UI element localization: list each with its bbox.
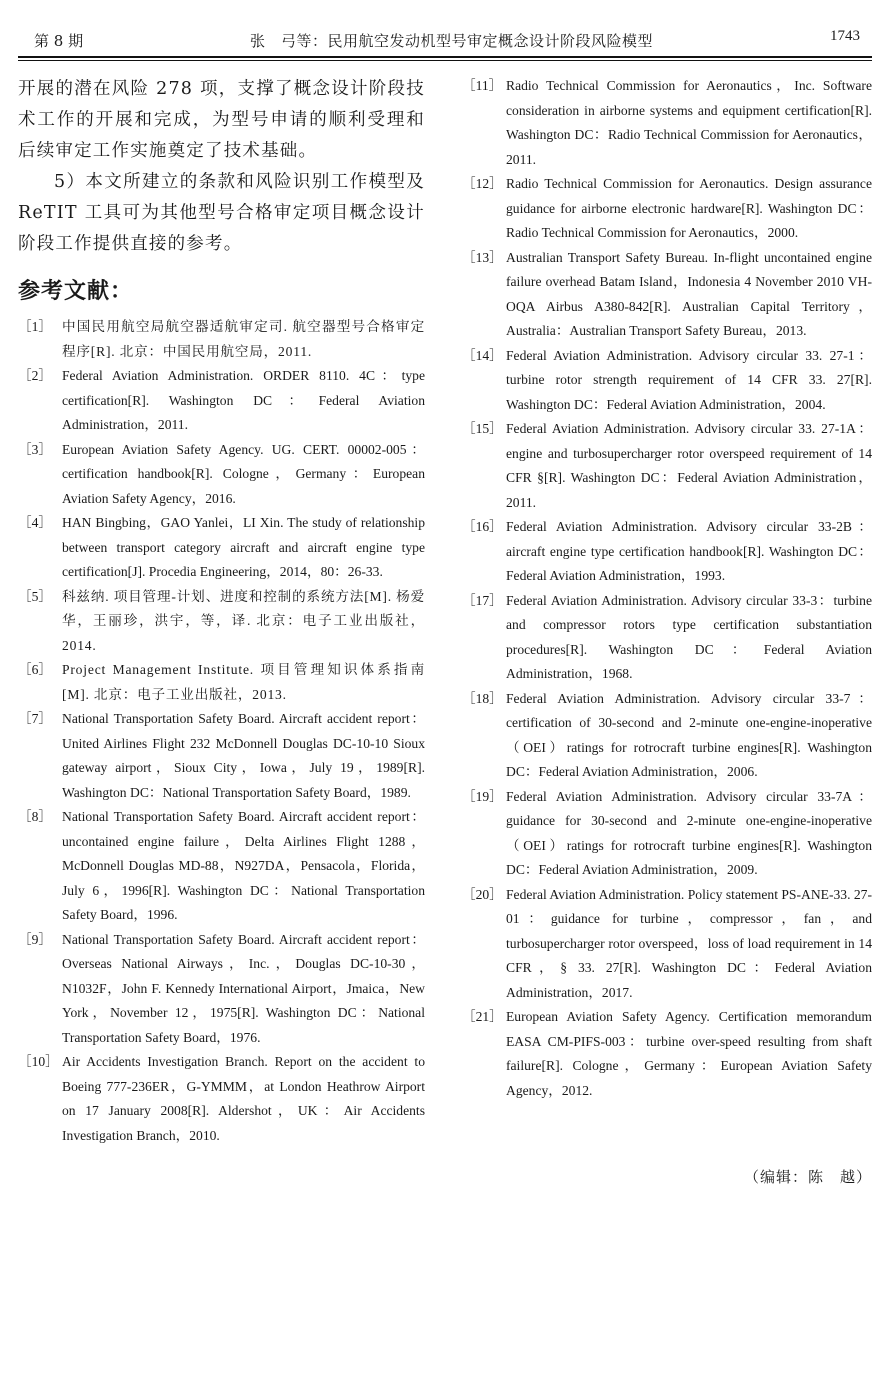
reference-text: Federal Aviation Administration. Advisory circular 33. 27-1：turbine rotor strength requirement of 14 CFR 33. 27[R]. Washington DC：Federal Aviation Administration，2004. bbox=[506, 347, 872, 412]
reference-text: Federal Aviation Administration. ORDER 8110. 4C：type certification[R]. Washington DC：Federal Aviation Administration，2011. bbox=[62, 368, 425, 432]
reference-number: ［4］ bbox=[18, 515, 52, 530]
reference-number: ［6］ bbox=[18, 662, 52, 677]
reference-item bbox=[18, 364, 425, 438]
reference-number: ［15］ bbox=[462, 421, 503, 436]
reference-text: Project Management Institute. 项目管理知识体系指南[M]. 北京：电子工业出版社，2013. bbox=[62, 662, 425, 702]
reference-list bbox=[18, 315, 425, 1148]
reference-text: Federal Aviation Administration. Advisory circular 33-2B：aircraft engine type certification handbook[R]. Washington DC：Federal Aviation Administration，1993. bbox=[506, 519, 872, 583]
reference-number: ［16］ bbox=[462, 519, 503, 534]
reference-list bbox=[462, 74, 872, 1103]
reference-item bbox=[18, 585, 425, 659]
reference-text: Federal Aviation Administration. Advisory circular 33-3：turbine and compressor rotors type certification substantiation procedures[R]. Washington DC：Federal Aviation Administration，1968. bbox=[506, 592, 872, 681]
right-column bbox=[462, 74, 872, 1103]
reference-item bbox=[462, 687, 872, 785]
reference-text: Australian Transport Safety Bureau. In-flight uncontained engine failure overhead Batam Island，Indonesia 4 November 2010 VH-OQA Airbus A380-842[R]. Australian Capital Territory，Australia：Australian Transport Safety Bureau，2013. bbox=[506, 249, 872, 338]
reference-item bbox=[18, 438, 425, 512]
header-rule-thin bbox=[18, 60, 872, 61]
reference-number: ［17］ bbox=[462, 592, 503, 608]
reference-number: ［18］ bbox=[462, 690, 503, 706]
reference-number: ［12］ bbox=[462, 176, 503, 191]
reference-number: ［19］ bbox=[462, 788, 503, 804]
issue-number: 第 8 期 bbox=[34, 32, 84, 50]
reference-item bbox=[462, 785, 872, 883]
reference-item bbox=[18, 315, 425, 364]
editor-note: （编辑：陈 越） bbox=[743, 1168, 872, 1186]
reference-number: ［13］ bbox=[462, 249, 503, 265]
reference-number: ［1］ bbox=[18, 319, 52, 334]
reference-text: 中国民用航空局航空器适航审定司. 航空器型号合格审定程序[R]. 北京：中国民用航空局，2011. bbox=[62, 319, 425, 359]
reference-item bbox=[18, 658, 425, 707]
reference-number: ［3］ bbox=[18, 441, 52, 457]
reference-number: ［21］ bbox=[462, 1009, 503, 1024]
reference-item bbox=[18, 805, 425, 928]
reference-number: ［5］ bbox=[18, 588, 52, 604]
reference-text: Federal Aviation Administration. Advisory circular 33. 27-1A：engine and turbosupercharger rotor overspeed requirement of 14 CFR §[R]. Washington DC：Federal Aviation Administration，2011. bbox=[506, 421, 872, 510]
body-paragraph: 5）本文所建立的条款和风险识别工作模型及 ReTIT 工具可为其他型号合格审定项目概念设计阶段工作提供直接的参考。 bbox=[18, 172, 425, 254]
reference-item bbox=[18, 928, 425, 1051]
reference-item bbox=[462, 344, 872, 418]
page-number: 1743 bbox=[830, 28, 860, 44]
reference-text: Radio Technical Commission for Aeronautics，Inc. Software consideration in airborne systems and equipment certification[R]. Washington DC：Radio Technical Commission for Aeronautics，2011. bbox=[506, 78, 872, 167]
reference-item bbox=[462, 172, 872, 246]
reference-text: Radio Technical Commission for Aeronautics. Design assurance guidance for airborne electronic hardware[R]. Washington DC：Radio Technical Commission for Aeronautics，2000. bbox=[506, 176, 872, 240]
reference-item bbox=[18, 1050, 425, 1148]
reference-text: European Aviation Safety Agency. UG. CERT. 00002-005：certification handbook[R]. Cologne，Germany：European Aviation Safety Agency，2016. bbox=[62, 441, 425, 506]
reference-text: Air Accidents Investigation Branch. Report on the accident to Boeing 777-236ER，G-YMMM，at London Heathrow Airport on 17 January 2008[R]. Aldershot，UK：Air Accidents Investigation Branch，2010. bbox=[62, 1054, 425, 1143]
reference-text: National Transportation Safety Board. Aircraft accident report：uncontained engine failure，Delta Airlines Flight 1288，McDonnell Douglas MD-88，N927DA，Pensacola，Florida，July 6，1996[R]. Washington DC：National Transportation Safety Board，1996. bbox=[62, 809, 425, 922]
left-column bbox=[18, 74, 425, 1148]
reference-number: ［20］ bbox=[462, 886, 503, 902]
reference-item bbox=[462, 589, 872, 687]
body-paragraph: 开展的潜在风险 278 项，支撑了概念设计阶段技术工作的开展和完成，为型号申请的顺利受理和后续审定工作实施奠定了技术基础。 bbox=[18, 79, 425, 161]
reference-text: Federal Aviation Administration. Advisory circular 33-7A：guidance for 30-second and 2-minute one-engine-inoperative（OEI）ratings for rotrocraft turbine engines[R]. Washington DC：Federal Aviation Administration，2009. bbox=[506, 788, 872, 877]
reference-item bbox=[462, 515, 872, 589]
reference-text: HAN Bingbing，GAO Yanlei，LI Xin. The study of relationship between transport category aircraft and aircraft engine type certification[J]. Procedia Engineering，2014，80：26-33. bbox=[62, 515, 425, 579]
reference-number: ［7］ bbox=[18, 711, 52, 726]
reference-item bbox=[462, 883, 872, 1006]
reference-text: Federal Aviation Administration. Policy statement PS-ANE-33. 27-01：guidance for turbine，compressor，fan，and turbosupercharger rotor overspeed，loss of load requirement in 14 CFR，§ 33. 27[R]. Washington DC：Federal Aviation Administration，2017. bbox=[506, 886, 872, 1000]
reference-text: Federal Aviation Administration. Advisory circular 33-7：certification of 30-second and 2-minute one-engine-inoperative（OEI）ratings for rotrocraft turbine engines[R]. Washington DC：Federal Aviation Administration，2006. bbox=[506, 690, 872, 779]
running-title: 张 弓等：民用航空发动机型号审定概念设计阶段风险模型 bbox=[250, 32, 654, 50]
reference-number: ［14］ bbox=[462, 347, 503, 363]
reference-number: ［11］ bbox=[462, 78, 503, 93]
reference-text: 科兹纳. 项目管理-计划、进度和控制的系统方法[M]. 杨爱华，王丽珍，洪宇，等，译. 北京：电子工业出版社，2014. bbox=[62, 588, 425, 653]
references-heading: 参考文献： bbox=[18, 279, 134, 304]
reference-item bbox=[18, 707, 425, 805]
reference-item bbox=[462, 246, 872, 344]
reference-number: ［8］ bbox=[18, 809, 52, 824]
reference-text: European Aviation Safety Agency. Certification memorandum EASA CM-PIFS-003：turbine over-speed resulting from shaft failure[R]. Cologne，Germany：European Aviation Safety Agency，2012. bbox=[506, 1009, 872, 1098]
reference-item bbox=[462, 417, 872, 515]
reference-number: ［2］ bbox=[18, 368, 52, 383]
header-rule-thick bbox=[18, 56, 872, 58]
reference-number: ［9］ bbox=[18, 931, 52, 947]
reference-item bbox=[18, 511, 425, 585]
reference-text: National Transportation Safety Board. Aircraft accident report：United Airlines Flight 232 McDonnell Douglas DC-10-10 Sioux gateway airport，Sioux City，Iowa，July 19，1989[R]. Washington DC：National Transportation Safety Board，1989. bbox=[62, 711, 425, 800]
reference-number: ［10］ bbox=[18, 1054, 59, 1069]
reference-item bbox=[462, 74, 872, 172]
reference-item bbox=[462, 1005, 872, 1103]
reference-text: National Transportation Safety Board. Aircraft accident report：Overseas National Airways，Inc.，Douglas DC-10-30，N1032F，John F. Kennedy International Airport，Jmaica，New York，November 12，1975[R]. Washington DC：National Transportation Safety Board，1976. bbox=[62, 931, 425, 1045]
running-header bbox=[18, 28, 872, 52]
